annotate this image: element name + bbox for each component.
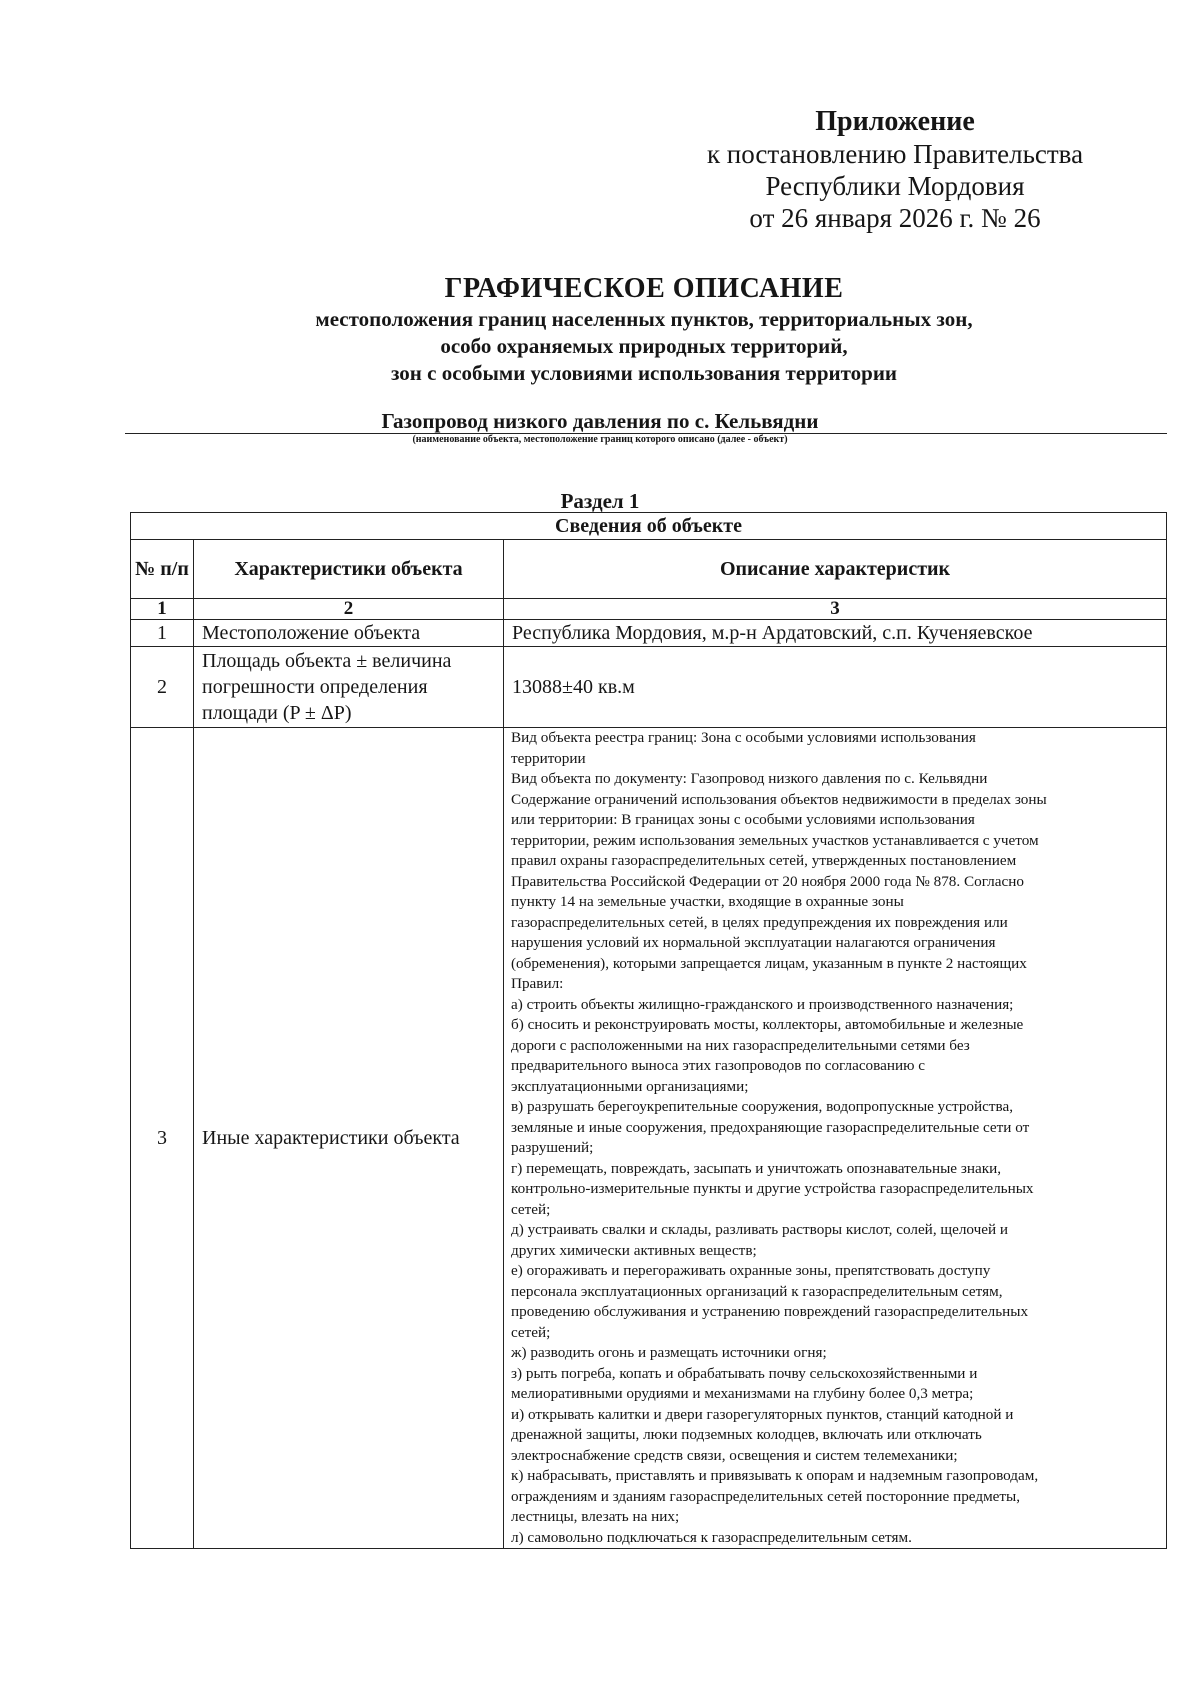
row-number: 3 — [131, 728, 194, 1549]
header-description: Описание характеристик — [504, 540, 1167, 599]
subtitle-line: местоположения границ населенных пунктов, территориальных зон, — [315, 307, 973, 331]
description-line: а) строить объекты жилищно-гражданского и производственного назначения; — [511, 995, 1014, 1013]
subtitle-line: особо охраняемых природных территорий, — [440, 334, 848, 358]
description-line: Вид объекта реестра границ: Зона с особыми условиями использования — [511, 729, 976, 746]
description-line: мелиоративными орудиями и механизмами на глубину более 0,3 метра; — [511, 1385, 974, 1402]
appendix-header — [660, 106, 1130, 234]
description-line: и) открывать калитки и двери газорегуляторных пунктов, станций катодной и — [511, 1405, 1014, 1423]
description-line: пункту 14 на земельные участки, входящие в охранные зоны — [511, 893, 904, 910]
description-line: Правительства Российской Федерации от 20 ноября 2000 года № 878. Согласно — [511, 872, 1024, 890]
description-line: дренажной защиты, люки подземных колодцев, включать или отключать — [511, 1426, 982, 1443]
table-row — [131, 620, 1167, 647]
description-line: предварительного выноса этих газопроводов по согласованию с — [511, 1057, 925, 1074]
row-characteristic: Площадь объекта ± величина погрешности определения площади (P ± ΔP) — [194, 647, 504, 728]
description-line: дороги с расположенными на них газораспределительными сетями без — [511, 1036, 970, 1054]
row-description-restrictions — [504, 728, 1167, 1549]
description-line: других химически активных веществ; — [511, 1241, 757, 1259]
description-line: персонала эксплуатационных организаций к газораспределительным сетям, — [511, 1282, 1003, 1300]
description-line: сетей; — [511, 1200, 551, 1218]
subtitle-line: зон с особыми условиями использования территории — [390, 361, 898, 385]
appendix-line: Республики Мордовия — [765, 171, 1025, 201]
description-line: в) разрушать берегоукрепительные сооружения, водопропускные устройства, — [511, 1098, 1014, 1115]
table-row — [131, 728, 1167, 1549]
object-name-caption: (наименование объекта, местоположение границ которого описано (далее - объект) — [412, 434, 788, 445]
description-line: нарушения условий их нормальной эксплуатации налагаются ограничения — [511, 934, 996, 951]
description-line: правил охраны газораспределительных сетей, утвержденных постановлением — [511, 852, 1017, 869]
description-line: д) устраивать свалки и склады, разливать растворы кислот, солей, щелочей и — [511, 1221, 1009, 1238]
header-num: № п/п — [131, 540, 194, 599]
header-characteristic: Характеристики объекта — [194, 540, 504, 599]
description-line: газораспределительных сетей, в целях предупреждения их повреждения или — [511, 913, 1008, 931]
document-title: ГРАФИЧЕСКОЕ ОПИСАНИЕ — [444, 273, 844, 304]
description-line: или территории: В границах зоны с особыми условиями использования — [511, 811, 975, 828]
row-characteristic: Местоположение объекта — [194, 620, 504, 647]
description-line: эксплуатационными организациями; — [511, 1077, 749, 1095]
description-line: электроснабжение средств связи, освещения и систем телемеханики; — [511, 1446, 958, 1464]
table-header-row — [131, 540, 1167, 599]
appendix-line: к постановлению Правительства — [706, 139, 1084, 169]
description-line: контрольно-измерительные пункты и другие устройства газораспределительных — [511, 1180, 1034, 1197]
description-line: территории, режим использования земельных участков устанавливается с учетом — [511, 831, 1039, 849]
object-name: Газопровод низкого давления по с. Кельвядни — [381, 409, 819, 433]
description-line: территории — [511, 749, 586, 767]
row-description: 13088±40 кв.м — [504, 647, 1167, 728]
description-line: л) самовольно подключаться к газораспределительным сетям. — [511, 1528, 912, 1546]
title-block — [160, 272, 1128, 387]
description-line: ограждениям и зданиям газораспределительных сетей посторонние предметы, — [511, 1487, 1021, 1505]
column-numbers-row — [131, 599, 1167, 620]
row-number: 2 — [131, 647, 194, 728]
column-number: 2 — [194, 599, 504, 620]
section-label: Раздел 1 — [560, 489, 640, 513]
description-line: Вид объекта по документу: Газопровод низкого давления по с. Кельвядни — [511, 770, 988, 787]
row-characteristic: Иные характеристики объекта — [194, 728, 504, 1549]
description-line: сетей; — [511, 1323, 551, 1341]
table-caption: Сведения об объекте — [131, 513, 1167, 540]
description-line: к) набрасывать, приставлять и привязывать к опорам и надземным газопроводам, — [511, 1467, 1039, 1484]
description-line: лестницы, влезать на них; — [511, 1508, 680, 1525]
description-line: ж) разводить огонь и размещать источники огня; — [511, 1344, 827, 1361]
description-line: (обременения), которыми запрещается лицам, указанным в пункте 2 настоящих — [511, 954, 1027, 972]
description-line: Содержание ограничений использования объектов недвижимости в пределах зоны — [511, 790, 1047, 808]
row-number: 1 — [131, 620, 194, 647]
description-line: разрушений; — [511, 1139, 594, 1156]
description-line: з) рыть погреба, копать и обрабатывать почву сельскохозяйственными и — [511, 1364, 978, 1382]
object-info-table — [130, 512, 1167, 1549]
description-line: е) огораживать и перегораживать охранные зоны, препятствовать доступу — [511, 1262, 991, 1279]
appendix-title: Приложение — [815, 106, 975, 137]
description-line: земляные и иные сооружения, предохраняющие газораспределительные сети от — [511, 1118, 1030, 1136]
table-caption-row — [131, 513, 1167, 540]
description-line: Правил: — [511, 975, 564, 992]
table-row — [131, 647, 1167, 728]
description-line: проведению обслуживания и устранению повреждений газораспределительных — [511, 1303, 1029, 1320]
description-line: г) перемещать, повреждать, засыпать и уничтожать опознавательные знаки, — [511, 1159, 1002, 1177]
row-description: Республика Мордовия, м.р-н Ардатовский, с.п. Кученяевское — [504, 620, 1167, 647]
column-number: 1 — [131, 599, 194, 620]
column-number: 3 — [504, 599, 1167, 620]
description-line: б) сносить и реконструировать мосты, коллекторы, автомобильные и железные — [511, 1016, 1024, 1033]
appendix-date: от 26 января 2026 г. № 26 — [749, 203, 1041, 233]
